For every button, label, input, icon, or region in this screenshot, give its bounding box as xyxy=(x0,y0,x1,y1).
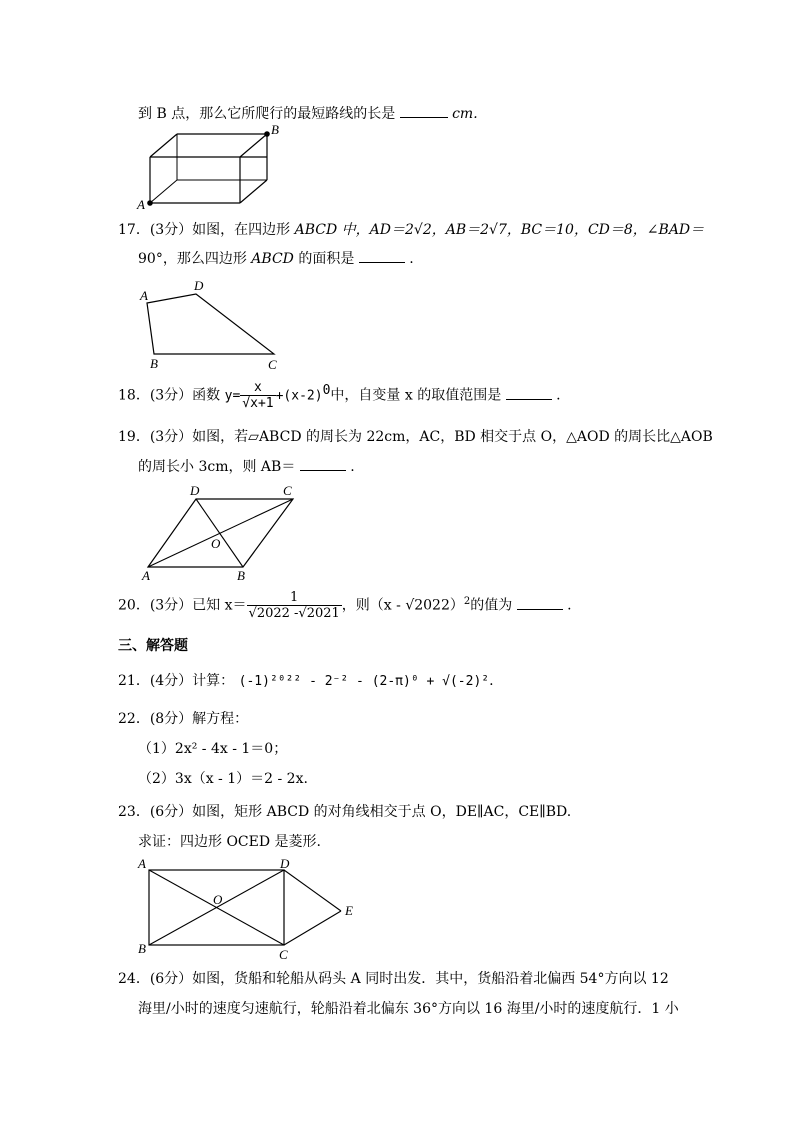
q16-label-b: B xyxy=(271,122,279,137)
q17-label-a: A xyxy=(140,288,148,303)
q20-den: √2022 -√2021 xyxy=(248,606,340,621)
q18-tail: 中，自变量 x 的取值范围是 xyxy=(330,387,502,404)
q22-prefix: 22．(8分）解方程： xyxy=(118,711,249,727)
q16-answer-blank[interactable] xyxy=(400,116,448,118)
q17-quadrilateral-figure xyxy=(138,280,288,375)
q24-line2 xyxy=(138,998,679,1018)
q17-answer-blank[interactable] xyxy=(359,261,405,263)
q18-exp: 0 xyxy=(322,382,331,398)
q20-exp: 2 xyxy=(463,595,471,607)
q17-line1 xyxy=(118,219,704,239)
q20-line xyxy=(118,590,572,621)
q16-line xyxy=(138,103,478,123)
q16-cuboid-figure xyxy=(137,122,290,212)
q18-num: x xyxy=(254,380,262,395)
q20-mid: ，则（x - √2022） xyxy=(341,597,464,614)
q17-text1: ABCD 中，AD＝2√2，AB＝2√7，BC＝10，CD＝8，∠BAD＝ xyxy=(294,222,705,238)
q22-part1 xyxy=(138,738,287,758)
q16-unit: cm. xyxy=(452,106,478,122)
q19-parallelogram-figure xyxy=(138,482,308,582)
q23-label-a: A xyxy=(138,856,146,871)
q21-prefix: 21．(4分）计算： xyxy=(118,673,235,689)
q20-num: 1 xyxy=(290,590,299,605)
q20-prefix: 20．(3分）已知 x＝ xyxy=(118,597,247,614)
q19-label-d: D xyxy=(190,483,200,498)
q22-part1-text: （1）2x² - 4x - 1＝0； xyxy=(138,741,288,757)
q21-line xyxy=(118,670,494,690)
q18-line xyxy=(118,380,561,411)
q17-label-c: C xyxy=(268,357,277,372)
q23-label-d: D xyxy=(280,856,290,871)
q18-y: y= xyxy=(224,388,241,404)
q17-text2b: ABCD xyxy=(251,251,294,267)
q19-line1 xyxy=(118,426,713,446)
q18-end: . xyxy=(556,387,561,404)
q19-text2: 的周长小 3cm，则 AB＝ xyxy=(138,459,296,475)
q21-end: . xyxy=(489,673,494,689)
q24-text1: 24．(6分）如图，货船和轮船从码头 A 同时出发．其中，货船沿着北偏西 54°方向以 12 xyxy=(118,971,669,987)
q22-part2 xyxy=(138,768,308,788)
q21-expression: (-1)²⁰²² - 2⁻² - (2-π)⁰ + √(-2)² xyxy=(238,674,490,689)
q17-label-d: D xyxy=(194,278,204,293)
q19-line2 xyxy=(138,456,355,476)
q16-label-a: A xyxy=(137,197,145,212)
q20-tail: 的值为 xyxy=(470,597,513,614)
q22-part2-text: （2）3x（x - 1）＝2 - 2x. xyxy=(138,771,308,787)
q24-line1 xyxy=(118,968,669,988)
q23-label-b: B xyxy=(138,941,146,956)
q19-label-c: C xyxy=(283,483,292,498)
q19-label-b: B xyxy=(237,568,245,583)
q18-rest: +(x-2) xyxy=(275,388,323,404)
q23-label-o: O xyxy=(213,892,223,907)
q20-fraction xyxy=(247,590,342,621)
q23-text2: 求证：四边形 OCED 是菱形. xyxy=(138,834,321,850)
q16-text: 到 B 点，那么它所爬行的最短路线的长是 xyxy=(138,106,396,122)
q19-text1: 19．(3分）如图，若▱ABCD 的周长为 22cm，AC，BD 相交于点 O，△AOD 的周长比△AOB xyxy=(118,429,713,445)
q23-line2 xyxy=(138,831,321,851)
q23-text1: 23．(6分）如图，矩形 ABCD 的对角线相交于点 O，DE∥AC，CE∥BD. xyxy=(118,804,572,820)
q18-fraction xyxy=(240,380,275,411)
q19-end: . xyxy=(350,459,355,475)
q17-prefix: 17．(3分）如图，在四边形 xyxy=(118,222,291,238)
q23-label-e: E xyxy=(345,903,353,918)
q17-text2a: 90°，那么四边形 xyxy=(138,251,247,267)
q20-end: . xyxy=(567,597,572,614)
q20-answer-blank[interactable] xyxy=(517,608,563,610)
q18-den: √x+1 xyxy=(242,396,274,411)
section-3-title-text: 三、解答题 xyxy=(118,638,188,654)
section-3-title xyxy=(118,635,188,655)
q23-rectangle-figure xyxy=(136,856,366,962)
q19-label-a: A xyxy=(142,568,150,583)
q17-end: . xyxy=(409,251,414,267)
q23-label-c: C xyxy=(279,947,288,962)
q24-text2: 海里/小时的速度匀速航行，轮船沿着北偏东 36°方向以 16 海里/小时的速度航行．1 小 xyxy=(138,1001,679,1017)
q19-answer-blank[interactable] xyxy=(300,469,346,471)
q18-answer-blank[interactable] xyxy=(506,398,552,400)
q19-label-o: O xyxy=(211,536,221,551)
q17-line2 xyxy=(138,248,414,268)
q22-line xyxy=(118,708,248,728)
q17-text2c: 的面积是 xyxy=(298,251,355,267)
q17-label-b: B xyxy=(150,356,158,371)
q23-line1 xyxy=(118,801,571,821)
q18-prefix: 18．(3分）函数 xyxy=(118,387,221,404)
